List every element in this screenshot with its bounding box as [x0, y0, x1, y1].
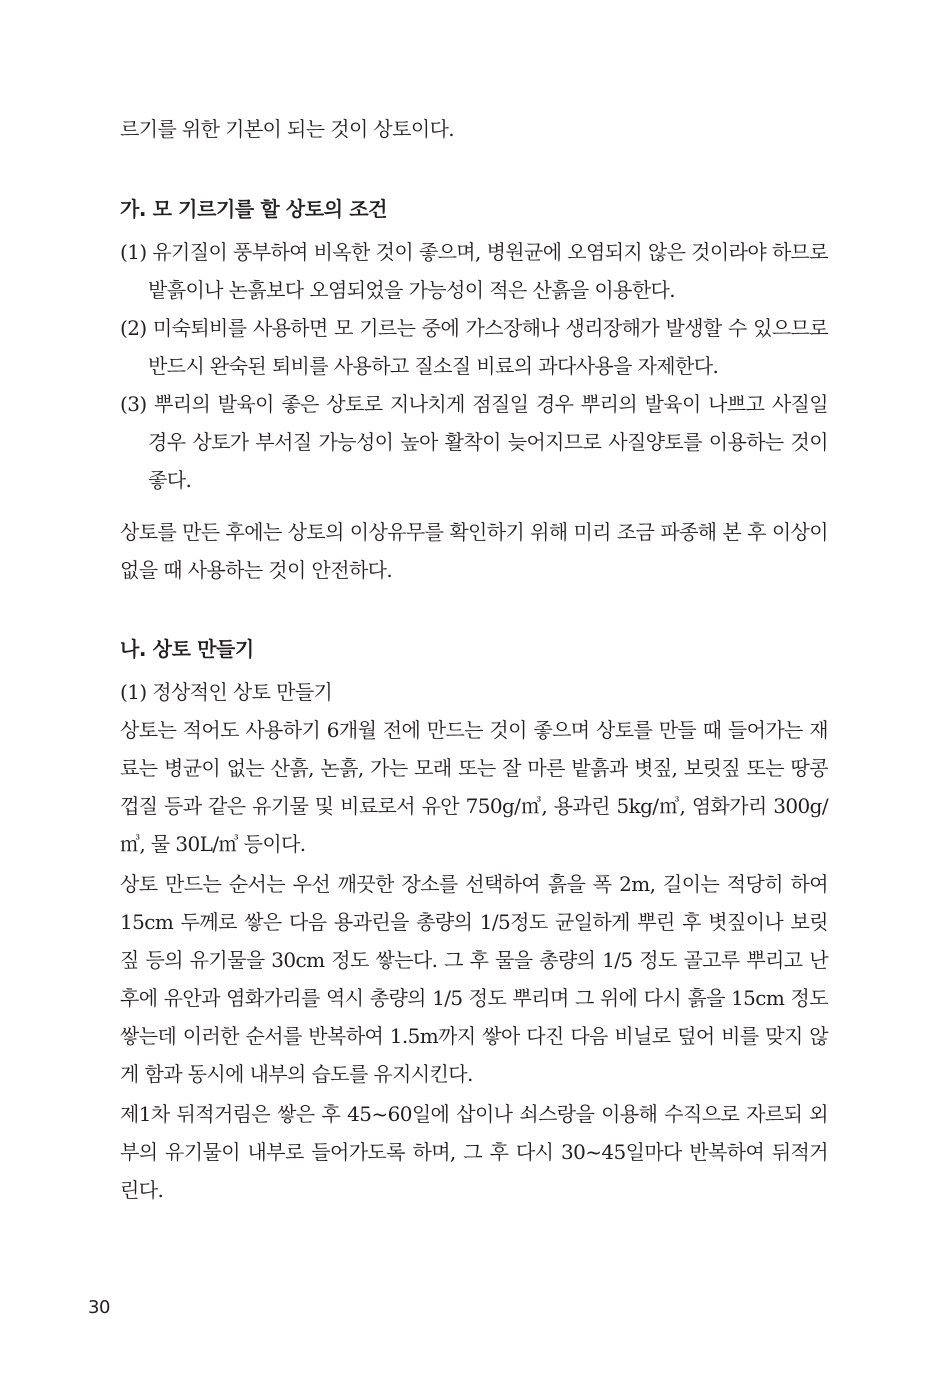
- section-na-paragraph-3: 제1차 뒤적거림은 쌓은 후 45~60일에 삽이나 쇠스랑을 이용해 수직으로 자르되 외부의 유기물이 내부로 들어가도록 하며, 그 후 다시 30~45일마다 반복하여 뒤적거린다.: [120, 1102, 828, 1202]
- section-na-paragraph-2: 상토 만드는 순서는 우선 깨끗한 장소를 선택하여 흙을 폭 2m, 길이는 적당히 하여 15cm 두께로 쌓은 다음 용과린을 총량의 1/5정도 균일하게 뿌린 후 볏짚이나 보릿짚 등의 유기물을 30cm 정도 쌓는다. 그 후 물을 총량의 1/5 정도 골고루 뿌리고 난 후에 유안과 염화가리를 역시 총량의 1/5 정도 뿌리며 그 위에 다시 흙을 15cm 정도 쌓는데 이러한 순서를 반복하여 1.5m까지 쌓아 다진 다음 비닐로 덮어 비를 맞지 않게 함과 동시에 내부의 습도를 유지시킨다.: [120, 872, 828, 1086]
- condition-item-3: (3) 뿌리의 발육이 좋은 상토로 지나치게 점질일 경우 뿌리의 발육이 나쁘고 사질일 경우 상토가 부서질 가능성이 높아 활착이 늦어지므로 사질양토를 이용하는 것이 좋다.: [120, 392, 828, 492]
- section-na-paragraph-1: 상토는 적어도 사용하기 6개월 전에 만드는 것이 좋으며 상토를 만들 때 들어가는 재료는 병균이 없는 산흙, 논흙, 가는 모래 또는 잘 마른 밭흙과 볏짚, 보릿짚 또는 땅콩껍질 등과 같은 유기물 및 비료로서 유안 750g/㎥, 용과린 5kg/㎥, 염화가리 300g/㎥, 물 30L/㎥ 등이다.: [120, 718, 828, 856]
- condition-item-1: (1) 유기질이 풍부하여 비옥한 것이 좋으며, 병원균에 오염되지 않은 것이라야 하므로 밭흙이나 논흙보다 오염되었을 가능성이 적은 산흙을 이용한다.: [120, 240, 828, 302]
- section-ga-heading: 가. 모 기르기를 할 상토의 조건: [120, 197, 388, 221]
- intro-continuation-text: 르기를 위한 기본이 되는 것이 상토이다.: [120, 117, 455, 141]
- section-na-heading: 나. 상토 만들기: [120, 637, 254, 661]
- page-number: 30: [88, 1297, 110, 1318]
- section-na-subtitle: (1) 정상적인 상토 만들기: [120, 680, 333, 704]
- condition-item-2: (2) 미숙퇴비를 사용하면 모 기르는 중에 가스장해나 생리장해가 발생할 수 있으므로 반드시 완숙된 퇴비를 사용하고 질소질 비료의 과다사용을 자제한다.: [120, 316, 828, 378]
- section-ga-note: 상토를 만든 후에는 상토의 이상유무를 확인하기 위해 미리 조금 파종해 본 후 이상이 없을 때 사용하는 것이 안전하다.: [120, 520, 828, 582]
